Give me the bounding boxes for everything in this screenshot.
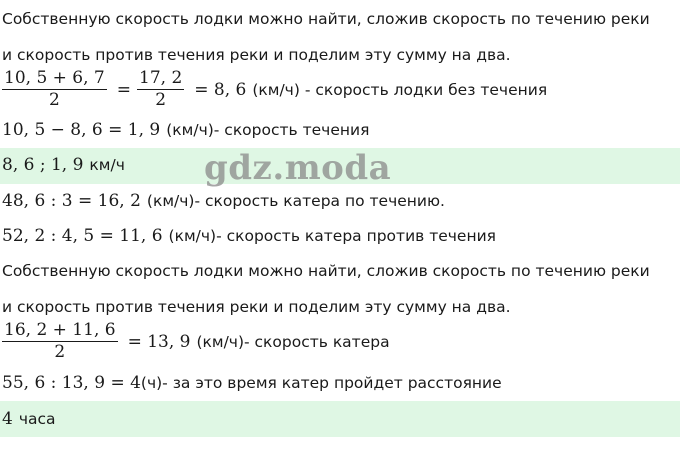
- paragraph-1-line-1: Собственную скорость лодки можно найти, сложив скорость по течению реки: [2, 10, 650, 28]
- paragraph-2-line-1: Собственную скорость лодки можно найти, сложив скорость по течению реки: [2, 262, 650, 280]
- equation-5-text: (км/ч)- скорость катера: [196, 332, 390, 351]
- answer-band-2: [0, 401, 680, 437]
- answer-1: 8, 6 ; 1, 9 км/ч: [2, 155, 125, 175]
- watermark-logo: gdz.moda: [204, 148, 392, 188]
- paragraph-2-line-2: и скорость против течения реки и поделим эту сумму на два.: [2, 298, 511, 316]
- equation-5: [2, 320, 390, 363]
- equals-sign: =: [116, 79, 131, 100]
- equation-4: 52, 2 : 4, 5 = 11, 6 (км/ч)- скорость катера против течения: [2, 226, 496, 246]
- equation-2: 10, 5 − 8, 6 = 1, 9 (км/ч)- скорость течения: [2, 120, 370, 140]
- fraction-3: $\frac{16, 2 + 11, 6}{2}$: [4, 320, 116, 362]
- answer-2: 4 часа: [2, 409, 56, 429]
- equation-1-result: = 8, 6: [194, 79, 247, 100]
- fraction-2: $\frac{17, 2}{2}$: [139, 68, 183, 110]
- equation-6: 55, 6 : 13, 9 = 4 (ч)- за это время катер пройдет расстояние: [2, 373, 502, 393]
- equation-5-result: = 13, 9: [127, 331, 191, 352]
- equation-1: [2, 68, 547, 111]
- fraction-1: $\frac{10, 5 + 6, 7}{2}$: [4, 68, 105, 110]
- equation-3: 48, 6 : 3 = 16, 2 (км/ч)- скорость катера по течению.: [2, 191, 445, 211]
- paragraph-1-line-2: и скорость против течения реки и поделим эту сумму на два.: [2, 46, 511, 64]
- equation-1-text: (км/ч) - скорость лодки без течения: [252, 80, 548, 99]
